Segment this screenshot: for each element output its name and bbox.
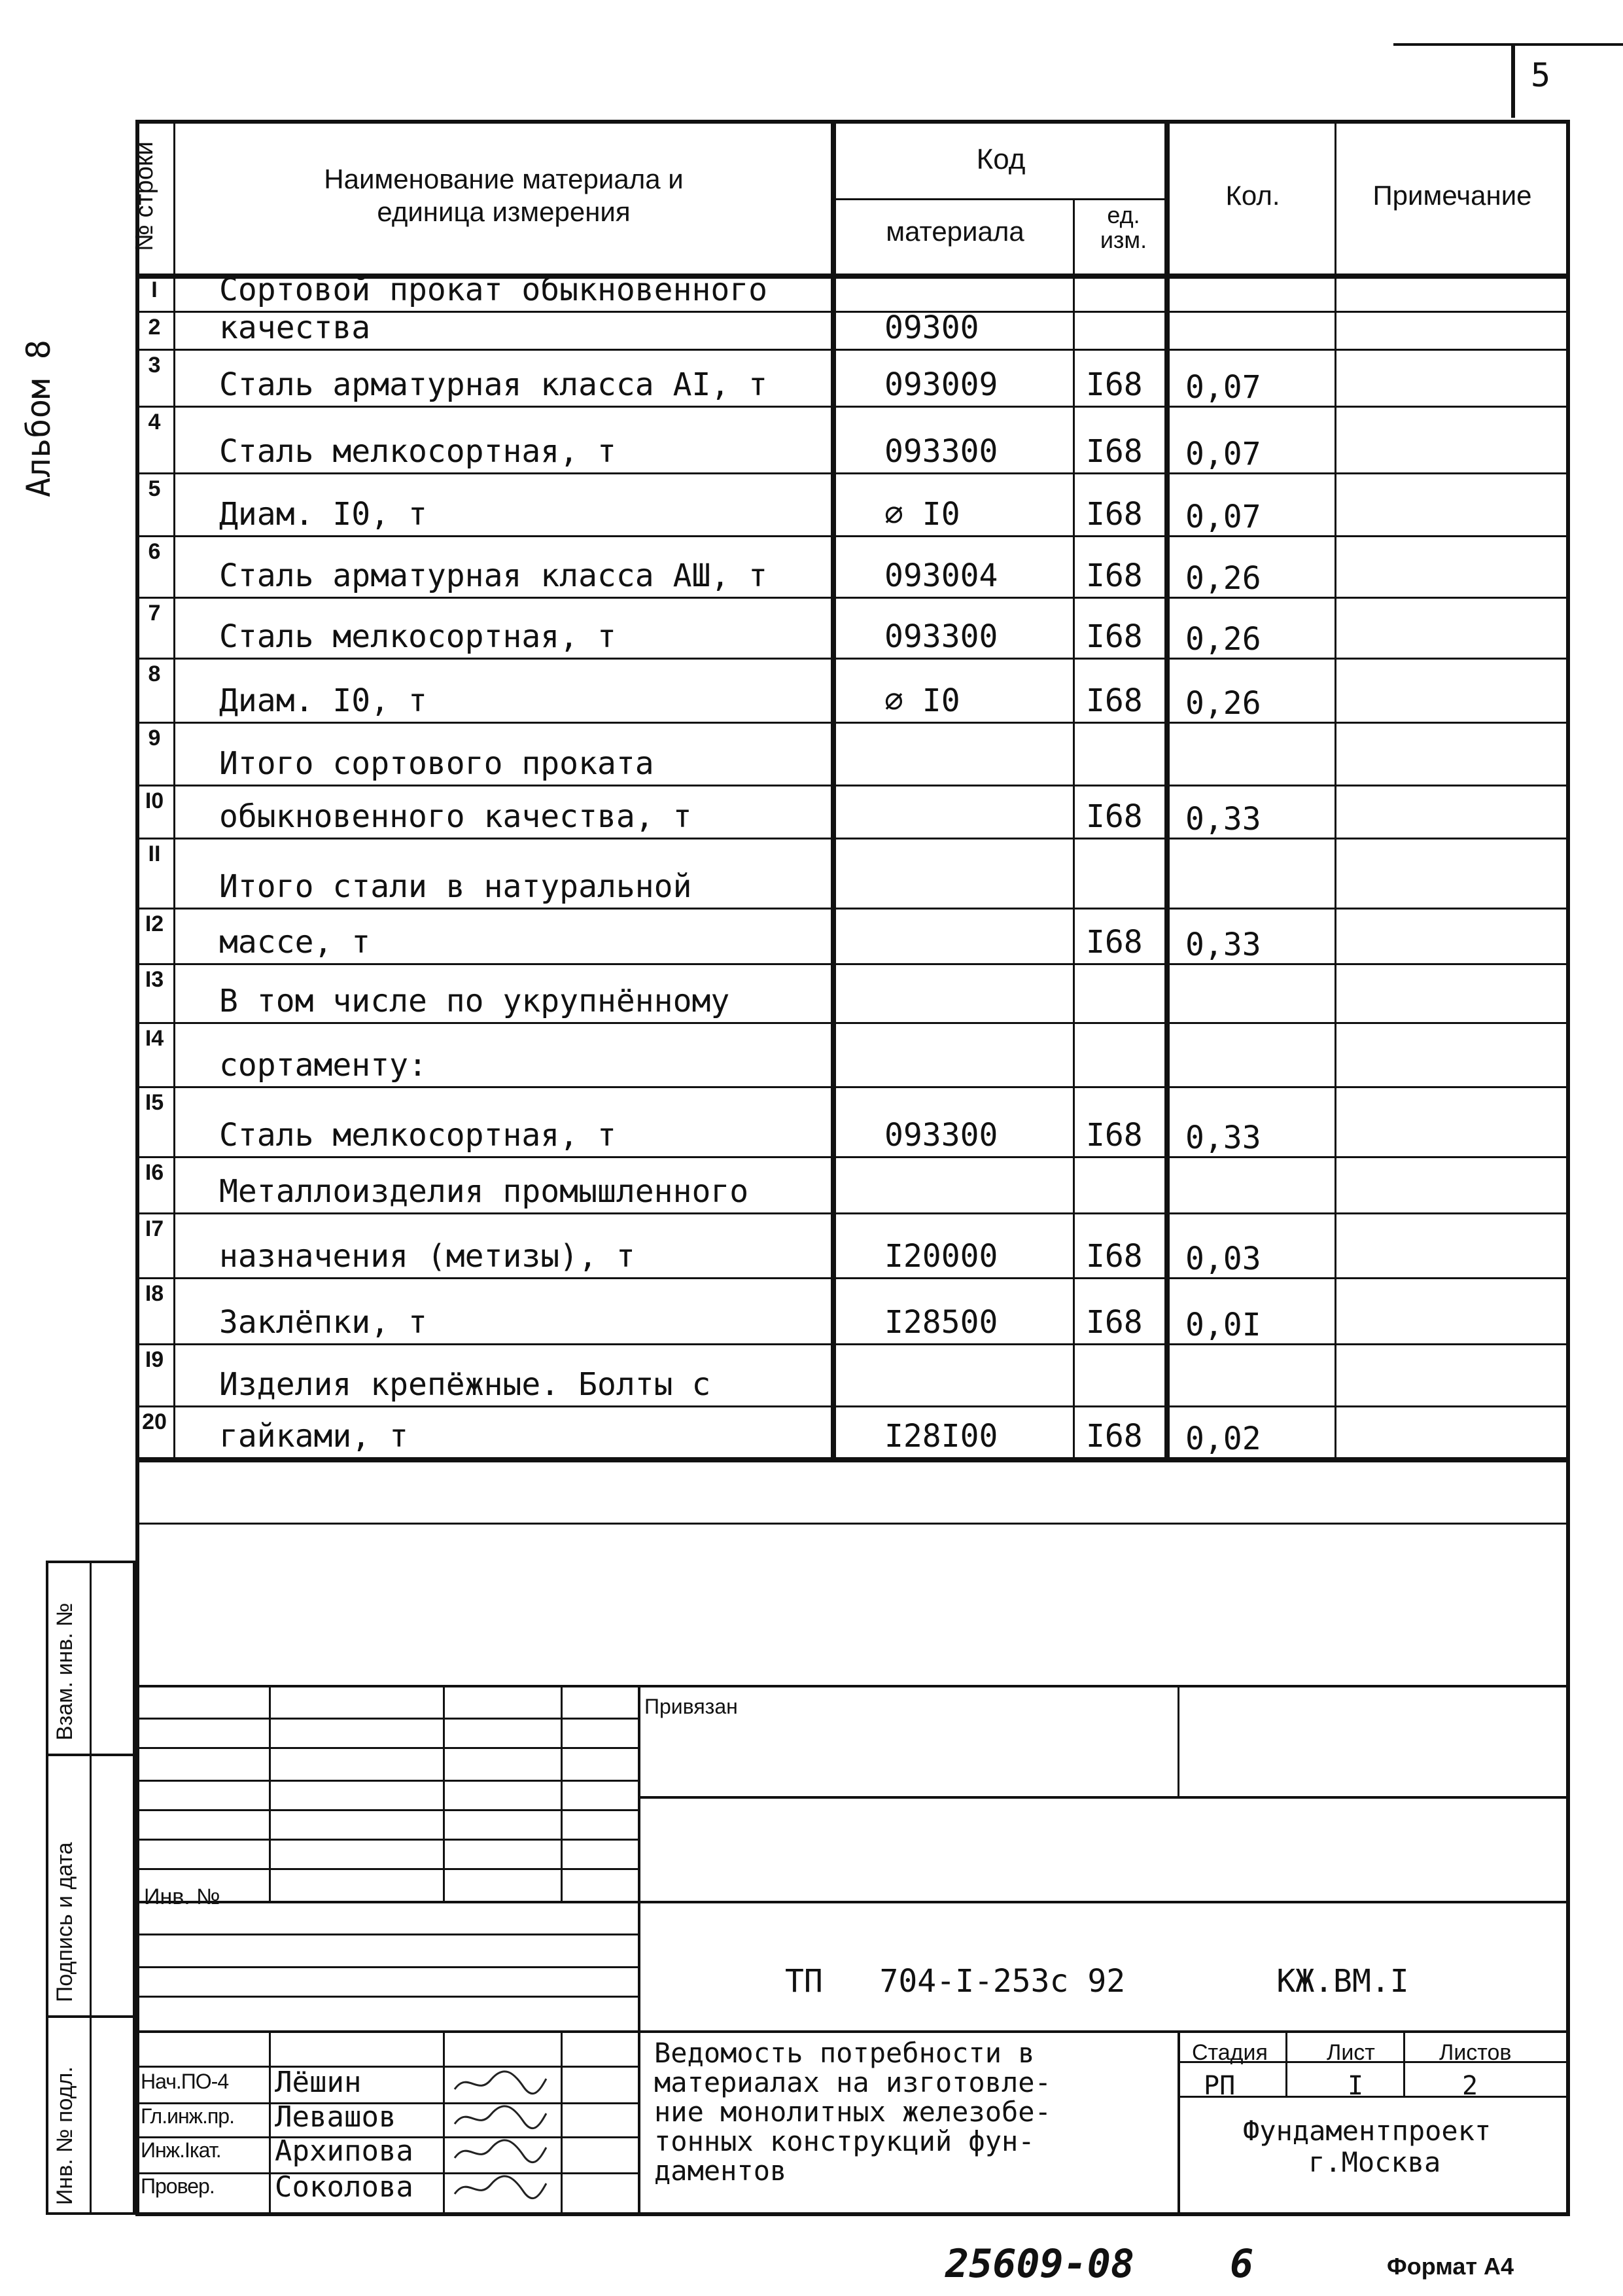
material-name: Диам. I0, т xyxy=(219,682,427,719)
title-block-rule xyxy=(443,1685,445,1901)
material-code: ∅ I0 xyxy=(884,496,960,533)
row-number: 2 xyxy=(148,315,161,340)
row-divider xyxy=(135,908,1570,910)
material-name: обыкновенного качества, т xyxy=(219,798,692,835)
header-note: Примечание xyxy=(1372,180,1532,211)
unit-code: I68 xyxy=(1086,924,1143,961)
title-block-rule xyxy=(135,1901,1570,1903)
unit-code: I68 xyxy=(1086,618,1143,655)
material-code: 093300 xyxy=(884,433,998,470)
row-divider xyxy=(135,1156,1570,1158)
row-divider xyxy=(135,349,1570,351)
material-name: Сталь мелкосортная, т xyxy=(219,1117,616,1154)
unit-code: I68 xyxy=(1086,1238,1143,1275)
sheet-label: Лист xyxy=(1327,2040,1375,2065)
row-divider xyxy=(135,597,1570,599)
material-code: 093300 xyxy=(884,1117,998,1154)
title-block-rule xyxy=(135,2030,1570,2033)
material-name: В том числе по укрупнённому xyxy=(219,983,730,1019)
title-block-rule xyxy=(1403,2030,1405,2096)
archive-number: 25609-08 xyxy=(945,2241,1134,2287)
row-number: 8 xyxy=(148,662,161,686)
row-divider xyxy=(135,963,1570,965)
unit-code: I68 xyxy=(1086,682,1143,719)
staff-name: Левашов xyxy=(275,2100,396,2134)
material-code: 093009 xyxy=(884,366,998,403)
row-divider xyxy=(135,785,1570,786)
sheets-value: 2 xyxy=(1462,2071,1478,2101)
row-divider xyxy=(135,1022,1570,1024)
material-name: гайками, т xyxy=(219,1418,408,1455)
title-block-rule xyxy=(638,1685,640,2216)
header-unit-line1: ед. xyxy=(1107,202,1140,228)
header-unit-line2: изм. xyxy=(1100,226,1147,253)
quantity: 0,33 xyxy=(1185,801,1261,838)
material-name: Заклёпки, т xyxy=(219,1304,427,1341)
row-divider xyxy=(135,1277,1570,1279)
org-line1: Фундаментпроект xyxy=(1243,2115,1492,2147)
material-name: Сталь мелкосортная, т xyxy=(219,618,616,655)
header-qty: Кол. xyxy=(1225,180,1280,211)
quantity: 0,26 xyxy=(1185,621,1261,658)
title-block-rule xyxy=(269,1685,271,1901)
material-code: I20000 xyxy=(884,1238,998,1275)
row-number: 6 xyxy=(148,539,161,564)
side-sign-date: Подпись и дата xyxy=(52,1842,77,2002)
title-block-rule xyxy=(638,1796,1570,1799)
material-name: Итого сортового проката xyxy=(219,745,654,782)
quantity: 0,33 xyxy=(1185,927,1261,963)
title-block-rule xyxy=(443,2030,445,2216)
format-label: Формат А4 xyxy=(1387,2253,1514,2280)
material-name: Металлоизделия промышленного xyxy=(219,1173,749,1210)
row-number: I6 xyxy=(145,1160,164,1185)
row-divider xyxy=(135,722,1570,724)
title-block-rule xyxy=(561,1685,563,1901)
row-number: 7 xyxy=(148,601,161,626)
album-label: Альбом 8 xyxy=(20,340,58,497)
title-block-rule xyxy=(135,1747,639,1749)
title-block-rule xyxy=(135,1809,639,1811)
staff-role: Провер. xyxy=(141,2174,215,2198)
title-block-rule xyxy=(1178,2030,1180,2216)
material-name: Сталь арматурная класса AШ, т xyxy=(219,557,768,594)
header-name-line2: единица измерения xyxy=(377,196,631,227)
sheet-number: 5 xyxy=(1531,56,1551,94)
row-number: 4 xyxy=(148,410,161,434)
material-code: 093004 xyxy=(884,557,998,594)
quantity: 0,02 xyxy=(1185,1421,1261,1457)
unit-code: I68 xyxy=(1086,366,1143,403)
unit-code: I68 xyxy=(1086,1304,1143,1341)
column-divider xyxy=(1335,120,1336,1457)
row-number: I9 xyxy=(145,1347,164,1372)
title-block-rule xyxy=(135,2102,639,2104)
title-block-rule xyxy=(1178,2096,1570,2098)
staff-role: Гл.инж.пр. xyxy=(141,2104,234,2128)
row-divider xyxy=(135,406,1570,408)
column-divider xyxy=(1164,120,1170,1457)
material-code: I28I00 xyxy=(884,1418,998,1455)
unit-code: I68 xyxy=(1086,496,1143,533)
unit-code: I68 xyxy=(1086,1117,1143,1154)
quantity: 0,26 xyxy=(1185,685,1261,722)
staff-signature xyxy=(451,2067,550,2104)
material-name: Изделия крепёжные. Болты с xyxy=(219,1366,711,1403)
row-number: II xyxy=(148,841,161,866)
title-block-rule xyxy=(135,2172,639,2174)
sheets-label: Листов xyxy=(1439,2040,1512,2065)
row-number: I0 xyxy=(145,788,164,813)
row-number: 20 xyxy=(142,1409,167,1434)
row-number: 5 xyxy=(148,476,161,501)
title-block-rule xyxy=(135,1868,639,1870)
row-number: I2 xyxy=(145,911,164,936)
org-line2: г.Москва xyxy=(1308,2146,1441,2178)
title-block-rule xyxy=(561,2030,563,2216)
quantity: 0,03 xyxy=(1185,1241,1261,1277)
header-code: Код xyxy=(976,143,1026,175)
material-name: назначения (метизы), т xyxy=(219,1238,635,1275)
code-subheader-divider xyxy=(831,198,1164,200)
title-block-rule xyxy=(1178,1685,1179,1796)
designation: ТП 704-I-253с 92 КЖ.ВМ.I xyxy=(785,1963,1409,2000)
row-number: 3 xyxy=(148,353,161,378)
row-number: I xyxy=(151,277,158,302)
side-inv-replace: Взам. инв. № xyxy=(52,1602,77,1740)
doc-title-line4: тонных конструкций фун- xyxy=(654,2125,1035,2157)
material-code: 093300 xyxy=(884,618,998,655)
side-inv-orig: Инв. № подл. xyxy=(52,2066,77,2205)
sheet-number-box xyxy=(1511,46,1623,118)
bound-label: Привязан xyxy=(644,1695,738,1718)
row-divider xyxy=(135,1405,1570,1407)
material-name: сортаменту: xyxy=(219,1047,427,1084)
material-name: Сталь мелкосортная, т xyxy=(219,433,616,470)
unit-code: I68 xyxy=(1086,798,1143,835)
stage-value: РП xyxy=(1204,2071,1236,2101)
row-number: I4 xyxy=(145,1026,164,1051)
title-block-rule xyxy=(135,1996,639,1998)
row-divider xyxy=(135,658,1570,660)
quantity: 0,07 xyxy=(1185,436,1261,472)
staff-role: Нач.ПО-4 xyxy=(141,2070,229,2093)
material-name: Сталь арматурная класса AI, т xyxy=(219,366,768,403)
unit-code: I68 xyxy=(1086,557,1143,594)
material-name: качества xyxy=(219,309,371,346)
title-block-rule xyxy=(135,1718,639,1720)
staff-role: Инж.Iкат. xyxy=(141,2138,221,2162)
material-name: Сортовой прокат обыкновенного xyxy=(219,272,768,308)
staff-name: Лёшин xyxy=(275,2066,362,2099)
staff-signature xyxy=(451,2136,550,2172)
inv-no-label: Инв. № xyxy=(144,1884,220,1909)
row-divider xyxy=(135,1457,1570,1462)
sheet-value: I xyxy=(1348,2071,1364,2101)
staff-signature xyxy=(451,2102,550,2138)
title-block-rule xyxy=(135,1934,639,1935)
staff-signature xyxy=(451,2172,550,2208)
row-number: I3 xyxy=(145,967,164,992)
quantity: 0,33 xyxy=(1185,1120,1261,1156)
staff-name: Архипова xyxy=(275,2134,413,2168)
side-stamp-column xyxy=(90,1561,92,2215)
material-code: ∅ I0 xyxy=(884,682,960,719)
doc-title-line3: ние монолитных железобе- xyxy=(654,2096,1051,2128)
row-divider xyxy=(135,472,1570,474)
quantity: 0,0I xyxy=(1185,1307,1261,1343)
row-number: I7 xyxy=(145,1216,164,1241)
title-block-rule xyxy=(135,1839,639,1841)
doc-title-line2: материалах на изготовле- xyxy=(654,2066,1051,2098)
title-block-rule xyxy=(135,2136,639,2138)
header-material: материала xyxy=(886,216,1024,247)
quantity: 0,07 xyxy=(1185,369,1261,406)
title-block-rule xyxy=(135,2066,639,2068)
stage-label: Стадия xyxy=(1192,2040,1268,2065)
title-block-rule xyxy=(135,1685,1570,1687)
doc-title-line1: Ведомость потребности в xyxy=(654,2037,1035,2069)
row-divider xyxy=(135,1086,1570,1088)
header-name-line1: Наименование материала и xyxy=(324,164,684,194)
row-divider xyxy=(135,1212,1570,1214)
quantity: 0,26 xyxy=(1185,560,1261,597)
header-row-no: № строки xyxy=(131,141,158,251)
row-number: I8 xyxy=(145,1281,164,1306)
doc-title-line5: даментов xyxy=(654,2155,787,2187)
title-block-rule xyxy=(1285,2030,1287,2096)
unit-code: I68 xyxy=(1086,433,1143,470)
column-divider xyxy=(831,120,836,1457)
quantity: 0,07 xyxy=(1185,499,1261,535)
material-name: Итого стали в натуральной xyxy=(219,868,692,905)
title-block-rule xyxy=(1178,2061,1570,2063)
material-code: 09300 xyxy=(884,309,979,346)
row-divider xyxy=(135,535,1570,537)
material-name: Диам. I0, т xyxy=(219,496,427,533)
material-name: массе, т xyxy=(219,924,371,961)
row-divider xyxy=(135,1343,1570,1345)
row-number: 9 xyxy=(148,726,161,751)
title-block-rule xyxy=(135,1780,639,1782)
title-block-rule xyxy=(269,2030,271,2216)
unit-code: I68 xyxy=(1086,1418,1143,1455)
material-code: I28500 xyxy=(884,1304,998,1341)
title-block-rule xyxy=(135,1966,639,1968)
staff-name: Соколова xyxy=(275,2170,413,2204)
row-number: I5 xyxy=(145,1090,164,1115)
column-divider xyxy=(173,120,175,1457)
column-divider xyxy=(1073,198,1075,1457)
row-divider xyxy=(135,838,1570,839)
page-number: 6 xyxy=(1230,2241,1254,2287)
